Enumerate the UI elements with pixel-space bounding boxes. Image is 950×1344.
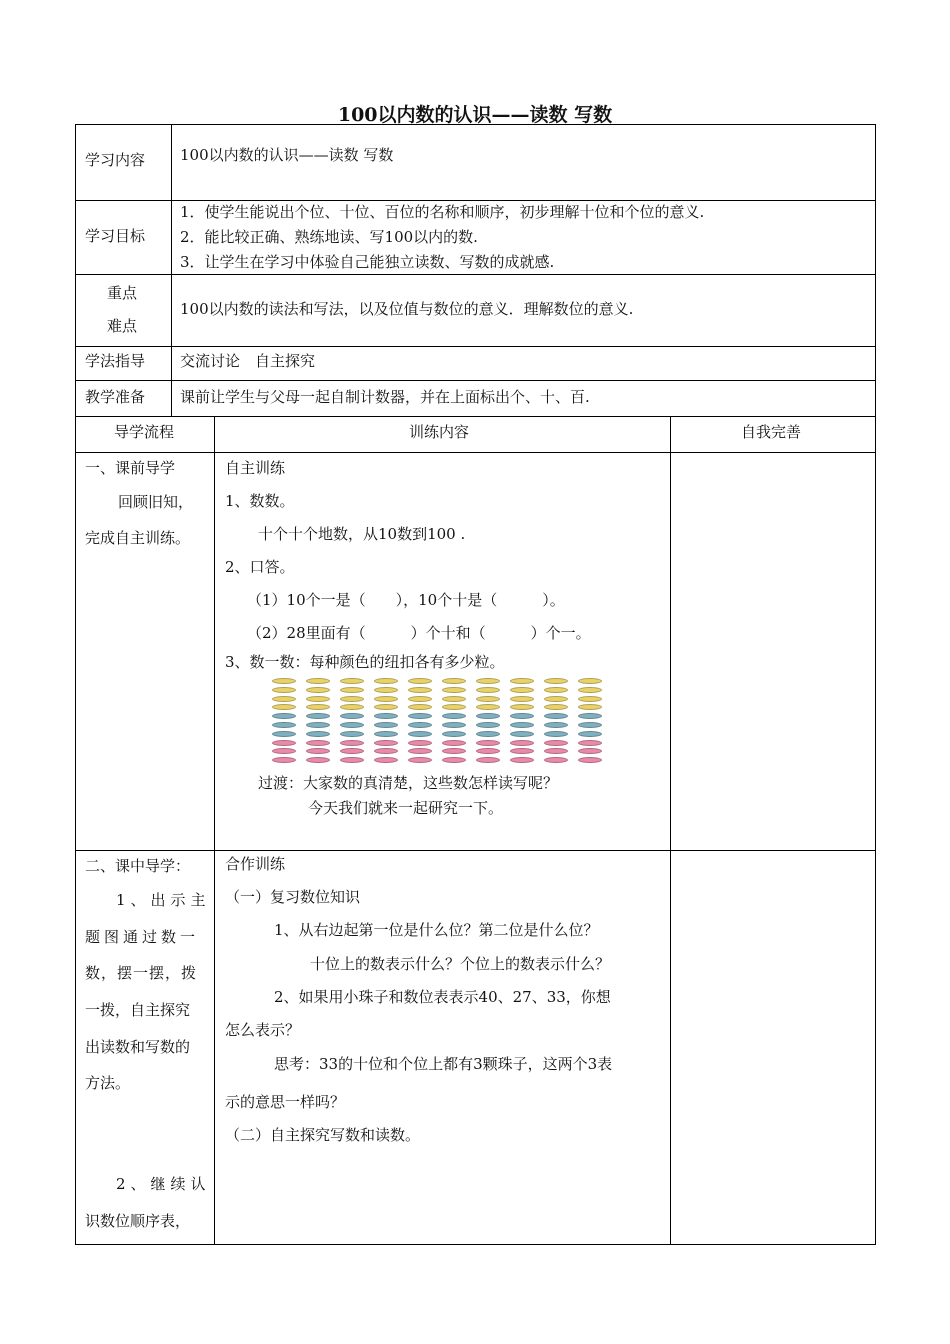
button-token — [578, 757, 602, 763]
section1-left: 回顾旧知， — [118, 493, 194, 511]
row-divider — [75, 346, 876, 347]
button-token — [544, 678, 568, 684]
button-token — [510, 713, 534, 719]
button-token — [476, 740, 500, 746]
buttons-illustration — [272, 678, 604, 766]
header-training: 训练内容 — [409, 423, 470, 441]
paragraph: 思考：33的十位和个位上都有3颗珠子，这两个3表 — [274, 1055, 613, 1073]
button-token — [544, 757, 568, 763]
prep-value: 课前让学生与父母一起自制计数器，并在上面标出个、十、百. — [180, 388, 590, 406]
button-token — [442, 713, 466, 719]
button-token — [272, 740, 296, 746]
button-token — [442, 748, 466, 754]
button-token — [476, 757, 500, 763]
button-token — [340, 731, 364, 737]
goal-item: 3．让学生在学习中体验自己能独立读数、写数的成就感. — [180, 253, 555, 271]
paragraph: 示的意思一样吗？ — [225, 1093, 346, 1111]
button-token — [306, 687, 330, 693]
section2-left: 数，摆一摆，拨 — [85, 964, 198, 982]
button-token — [476, 704, 500, 710]
button-token — [306, 696, 330, 702]
button-token — [340, 696, 364, 702]
button-token — [510, 757, 534, 763]
button-token — [408, 704, 432, 710]
difficulty-label: 难点 — [107, 317, 138, 335]
row-divider — [75, 452, 876, 453]
button-token — [272, 722, 296, 728]
button-token — [272, 748, 296, 754]
button-token — [272, 713, 296, 719]
subsection-1: （一）复习数位知识 — [225, 888, 361, 906]
button-token — [340, 740, 364, 746]
button-token — [408, 678, 432, 684]
button-token — [340, 748, 364, 754]
button-token — [544, 722, 568, 728]
subsection-2: （二）自主探究写数和读数。 — [225, 1126, 421, 1144]
method-value: 交流讨论 自主探究 — [180, 352, 316, 370]
button-token — [476, 687, 500, 693]
key-label: 重点 — [107, 284, 138, 302]
section2-heading: 合作训练 — [225, 855, 286, 873]
button-token — [578, 687, 602, 693]
prep-label: 教学准备 — [85, 388, 146, 406]
button-token — [340, 704, 364, 710]
section2-left: 1、出示主 — [116, 891, 211, 909]
paragraph: 怎么表示？ — [225, 1021, 301, 1039]
button-token — [476, 696, 500, 702]
col-divider — [670, 416, 671, 1245]
button-token — [578, 748, 602, 754]
button-token — [578, 731, 602, 737]
button-token — [510, 678, 534, 684]
question-1-detail: 十个十个地数，从10数到100 . — [258, 525, 466, 543]
button-token — [408, 722, 432, 728]
button-token — [408, 748, 432, 754]
section2-left: 题图通过数一 — [85, 928, 200, 946]
button-token — [340, 678, 364, 684]
button-token — [306, 748, 330, 754]
header-flow: 导学流程 — [114, 423, 175, 441]
button-token — [510, 687, 534, 693]
goal-item: 1．使学生能说出个位、十位、百位的名称和顺序，初步理解十位和个位的意义. — [180, 203, 705, 221]
button-token — [510, 704, 534, 710]
button-token — [340, 757, 364, 763]
button-token — [578, 704, 602, 710]
button-token — [408, 713, 432, 719]
button-token — [374, 731, 398, 737]
section1-left: 一、课前导学 — [85, 459, 176, 477]
button-token — [544, 696, 568, 702]
button-token — [442, 687, 466, 693]
button-token — [510, 696, 534, 702]
button-token — [408, 696, 432, 702]
button-token — [408, 757, 432, 763]
section1-heading: 自主训练 — [225, 459, 286, 477]
col-divider — [171, 124, 172, 416]
question-3: 3、数一数：每种颜色的纽扣各有多少粒。 — [225, 653, 505, 671]
button-token — [510, 740, 534, 746]
button-token — [476, 722, 500, 728]
button-token — [340, 722, 364, 728]
button-token — [374, 722, 398, 728]
section2-left: 2、继续认 — [116, 1175, 211, 1193]
button-token — [374, 687, 398, 693]
button-token — [306, 713, 330, 719]
button-token — [306, 757, 330, 763]
button-token — [578, 696, 602, 702]
button-token — [272, 678, 296, 684]
content-label: 学习内容 — [85, 151, 146, 169]
button-token — [374, 696, 398, 702]
section2-left: 方法。 — [85, 1074, 131, 1092]
button-token — [476, 748, 500, 754]
goals-label: 学习目标 — [85, 227, 146, 245]
button-token — [272, 704, 296, 710]
button-token — [578, 722, 602, 728]
button-token — [544, 740, 568, 746]
question-2a: （1）10个一是（ ），10个十是（ ）。 — [247, 591, 565, 609]
button-token — [374, 757, 398, 763]
button-token — [544, 704, 568, 710]
button-token — [442, 731, 466, 737]
button-token — [510, 748, 534, 754]
button-token — [578, 678, 602, 684]
row-divider — [75, 200, 876, 201]
header-self: 自我完善 — [741, 423, 802, 441]
method-label: 学法指导 — [85, 352, 146, 370]
question-1: 1、数数。 — [225, 492, 295, 510]
button-token — [544, 748, 568, 754]
question-2b: （2）28里面有（ ）个十和（ ）个一。 — [247, 624, 591, 642]
section2-left: 出读数和写数的 — [85, 1038, 191, 1056]
button-token — [306, 678, 330, 684]
button-token — [272, 687, 296, 693]
button-token — [272, 757, 296, 763]
button-token — [340, 713, 364, 719]
button-token — [578, 740, 602, 746]
button-token — [476, 731, 500, 737]
row-divider — [75, 850, 876, 851]
button-token — [374, 678, 398, 684]
transition-text: 今天我们就来一起研究一下。 — [308, 799, 504, 817]
button-token — [442, 696, 466, 702]
paragraph: 十位上的数表示什么？个位上的数表示什么？ — [310, 955, 611, 973]
button-token — [510, 722, 534, 728]
button-token — [408, 740, 432, 746]
section1-left: 完成自主训练。 — [85, 529, 191, 547]
button-token — [476, 713, 500, 719]
button-token — [442, 678, 466, 684]
button-token — [544, 731, 568, 737]
button-token — [442, 740, 466, 746]
button-token — [544, 713, 568, 719]
question-2: 2、口答。 — [225, 558, 295, 576]
button-token — [374, 748, 398, 754]
paragraph: 1、从右边起第一位是什么位？第二位是什么位？ — [274, 921, 599, 939]
button-token — [306, 722, 330, 728]
button-token — [374, 713, 398, 719]
button-token — [578, 713, 602, 719]
button-token — [408, 687, 432, 693]
section2-left: 识数位顺序表， — [85, 1212, 191, 1230]
row-divider — [75, 380, 876, 381]
button-token — [442, 722, 466, 728]
button-token — [374, 704, 398, 710]
button-token — [442, 757, 466, 763]
button-token — [374, 740, 398, 746]
key-value: 100以内数的读法和写法，以及位值与数位的意义．理解数位的意义. — [180, 300, 634, 318]
button-token — [340, 687, 364, 693]
button-token — [306, 740, 330, 746]
section2-left: 一拨，自主探究 — [85, 1001, 191, 1019]
section2-left: 二、课中导学： — [85, 857, 191, 875]
button-token — [272, 696, 296, 702]
button-token — [510, 731, 534, 737]
button-token — [544, 687, 568, 693]
button-token — [408, 731, 432, 737]
row-divider — [75, 274, 876, 275]
button-token — [306, 731, 330, 737]
row-divider — [75, 416, 876, 417]
col-divider — [214, 416, 215, 1245]
transition-text: 过渡：大家数的真清楚，这些数怎样读写呢？ — [258, 774, 559, 792]
button-token — [442, 704, 466, 710]
paragraph: 2、如果用小珠子和数位表表示40、27、33，你想 — [274, 988, 611, 1006]
page-title: 100以内数的认识——读数 写数 — [337, 104, 613, 126]
button-token — [306, 704, 330, 710]
content-value: 100以内数的认识——读数 写数 — [180, 146, 394, 164]
goal-item: 2．能比较正确、熟练地读、写100以内的数. — [180, 228, 478, 246]
button-token — [476, 678, 500, 684]
button-token — [272, 731, 296, 737]
